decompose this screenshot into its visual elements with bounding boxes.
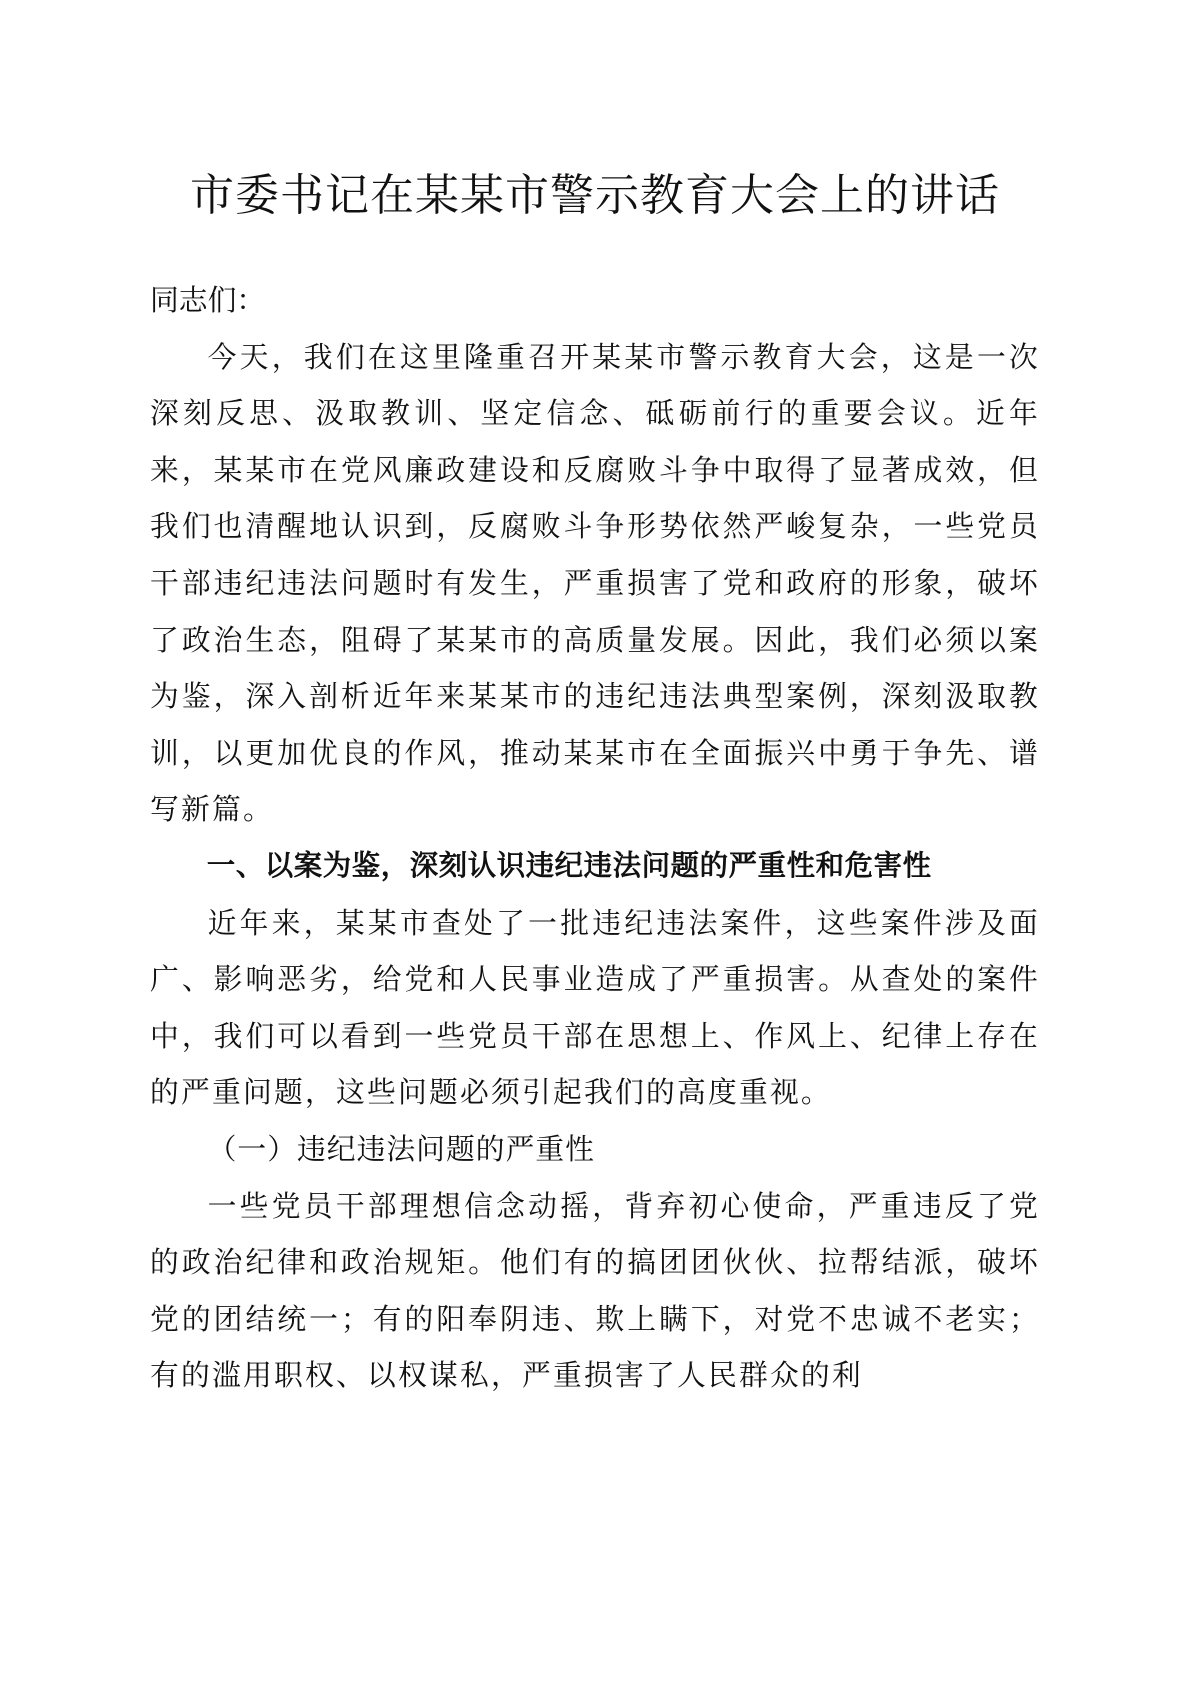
paragraph-intro: 今天，我们在这里隆重召开某某市警示教育大会，这是一次深刻反思、汲取教训、坚定信念、砥砺前行的重要会议。近年来，某某市在党风廉政建设和反腐败斗争中取得了显著成效，但我们也清醒地认识到，反腐败斗争形势依然严峻复杂，一些党员干部违纪违法问题时有发生，严重损害了党和政府的形象，破坏了政治生态，阻碍了某某市的高质量发展。因此，我们必须以案为鉴，深入剖析近年来某某市的违纪违法典型案例，深刻汲取教训，以更加优良的作风，推动某某市在全面振兴中勇于争先、谱写新篇。 — [150, 339, 1040, 827]
document-body — [150, 272, 1040, 1404]
paragraph-section-1: 近年来，某某市查处了一批违纪违法案件，这些案件涉及面广、影响恶劣，给党和人民事业造成了严重损害。从查处的案件中，我们可以看到一些党员干部在思想上、作风上、纪律上存在的严重问题，这些问题必须引起我们的高度重视。 — [150, 905, 1040, 1110]
salutation: 同志们： — [150, 283, 266, 317]
document-title: 市委书记在某某市警示教育大会上的讲话 — [190, 170, 1000, 221]
subsection-heading-1: （一）违纪违法问题的严重性 — [207, 1131, 595, 1166]
section-heading-1: 一、以案为鉴，深刻认识违纪违法问题的严重性和危害性 — [206, 848, 932, 882]
paragraph-subsection-1: 一些党员干部理想信念动摇，背弃初心使命，严重违反了党的政治纪律和政治规矩。他们有的搞团团伙伙、拉帮结派，破坏党的团结统一；有的阳奉阴违、欺上瞒下，对党不忠诚不老实；有的滥用职权、以权谋私，严重损害了人民群众的利 — [150, 1188, 1040, 1393]
